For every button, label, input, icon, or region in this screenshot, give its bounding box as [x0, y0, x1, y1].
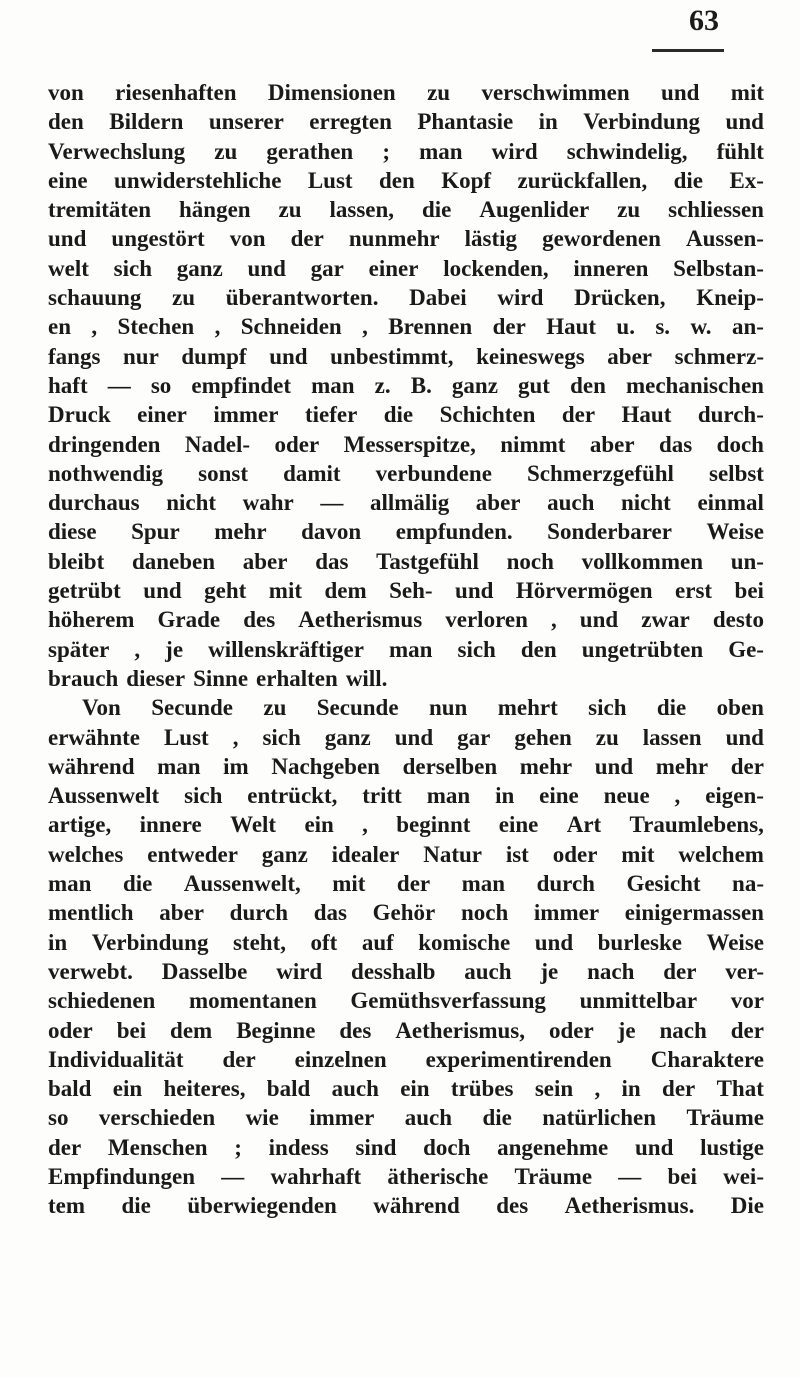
text-line: haft — so empfindet man z. B. ganz gut den mechanischen [48, 372, 764, 398]
text-line: von riesenhaften Dimensionen zu verschwimmen und mit [48, 80, 764, 105]
text-line: Individualität der einzelnen experimentirenden Charaktere [48, 1046, 764, 1072]
text-line: welches entweder ganz idealer Natur ist oder mit welchem [48, 841, 764, 867]
text-line: während man im Nachgeben derselben mehr und mehr der [48, 753, 764, 779]
text-line: erwähnte Lust , sich ganz und gar gehen zu lassen und [48, 724, 764, 750]
page-number: 63 [689, 4, 719, 37]
text-line: tem die überwiegenden während des Aetherismus. Die [48, 1193, 764, 1219]
text-line: tremitäten hängen zu lassen, die Augenlider zu schliessen [48, 197, 764, 223]
text-line: durchaus nicht wahr — allmälig aber auch nicht einmal [48, 490, 764, 516]
text-line: getrübt und geht mit dem Seh- und Hörvermögen erst bei [48, 578, 764, 604]
text-line: Druck einer immer tiefer die Schichten der Haut durch- [48, 402, 764, 428]
text-line: man die Aussenwelt, mit der man durch Gesicht na- [48, 871, 764, 897]
text-line: schiedenen momentanen Gemüthsverfassung unmittelbar vor [48, 988, 764, 1014]
text-line: artige, innere Welt ein , beginnt eine Art Traumlebens, [48, 812, 764, 838]
text-line: Empfindungen — wahrhaft ätherische Träume — bei wei- [48, 1163, 764, 1189]
text-line: bleibt daneben aber das Tastgefühl noch vollkommen un- [48, 548, 764, 574]
text-line: mentlich aber durch das Gehör noch immer einigermassen [48, 900, 764, 926]
body-text [48, 78, 764, 1221]
text-line: welt sich ganz und gar einer lockenden, inneren Selbstan- [48, 255, 764, 281]
text-line: en , Stechen , Schneiden , Brennen der Haut u. s. w. an- [48, 314, 764, 340]
text-line: und ungestört von der nunmehr lästig gewordenen Aussen- [48, 226, 764, 252]
header-rule [652, 49, 724, 52]
text-line: fangs nur dumpf und unbestimmt, keineswegs aber schmerz- [48, 343, 764, 369]
text-line: dringenden Nadel- oder Messerspitze, nimmt aber das doch [48, 431, 764, 457]
text-line: in Verbindung steht, oft auf komische und burleske Weise [48, 929, 764, 955]
text-line: Von Secunde zu Secunde nun mehrt sich die oben [82, 695, 764, 721]
text-line: Aussenwelt sich entrückt, tritt man in eine neue , eigen- [48, 783, 764, 809]
text-line: oder bei dem Beginne des Aetherismus, oder je nach der [48, 1017, 764, 1043]
text-line: verwebt. Dasselbe wird desshalb auch je nach der ver- [48, 958, 764, 984]
text-line: diese Spur mehr davon empfunden. Sonderbarer Weise [48, 519, 764, 545]
text-line: nothwendig sonst damit verbundene Schmerzgefühl selbst [48, 460, 764, 486]
text-line: der Menschen ; indess sind doch angenehme und lustige [48, 1134, 764, 1160]
text-line: eine unwiderstehliche Lust den Kopf zurückfallen, die Ex- [48, 167, 764, 193]
text-line: so verschieden wie immer auch die natürlichen Träume [48, 1105, 764, 1131]
text-line: bald ein heiteres, bald auch ein trübes sein , in der That [48, 1076, 764, 1102]
text-line: später , je willenskräftiger man sich den ungetrübten Ge- [48, 636, 764, 662]
text-line: brauch dieser Sinne erhalten will. [48, 665, 388, 691]
text-line: Verwechslung zu gerathen ; man wird schwindelig, fühlt [48, 138, 764, 164]
text-line: den Bildern unserer erregten Phantasie in Verbindung und [48, 109, 764, 135]
text-line: höherem Grade des Aetherismus verloren , und zwar desto [48, 607, 764, 633]
text-line: schauung zu überantworten. Dabei wird Drücken, Kneip- [48, 285, 764, 311]
